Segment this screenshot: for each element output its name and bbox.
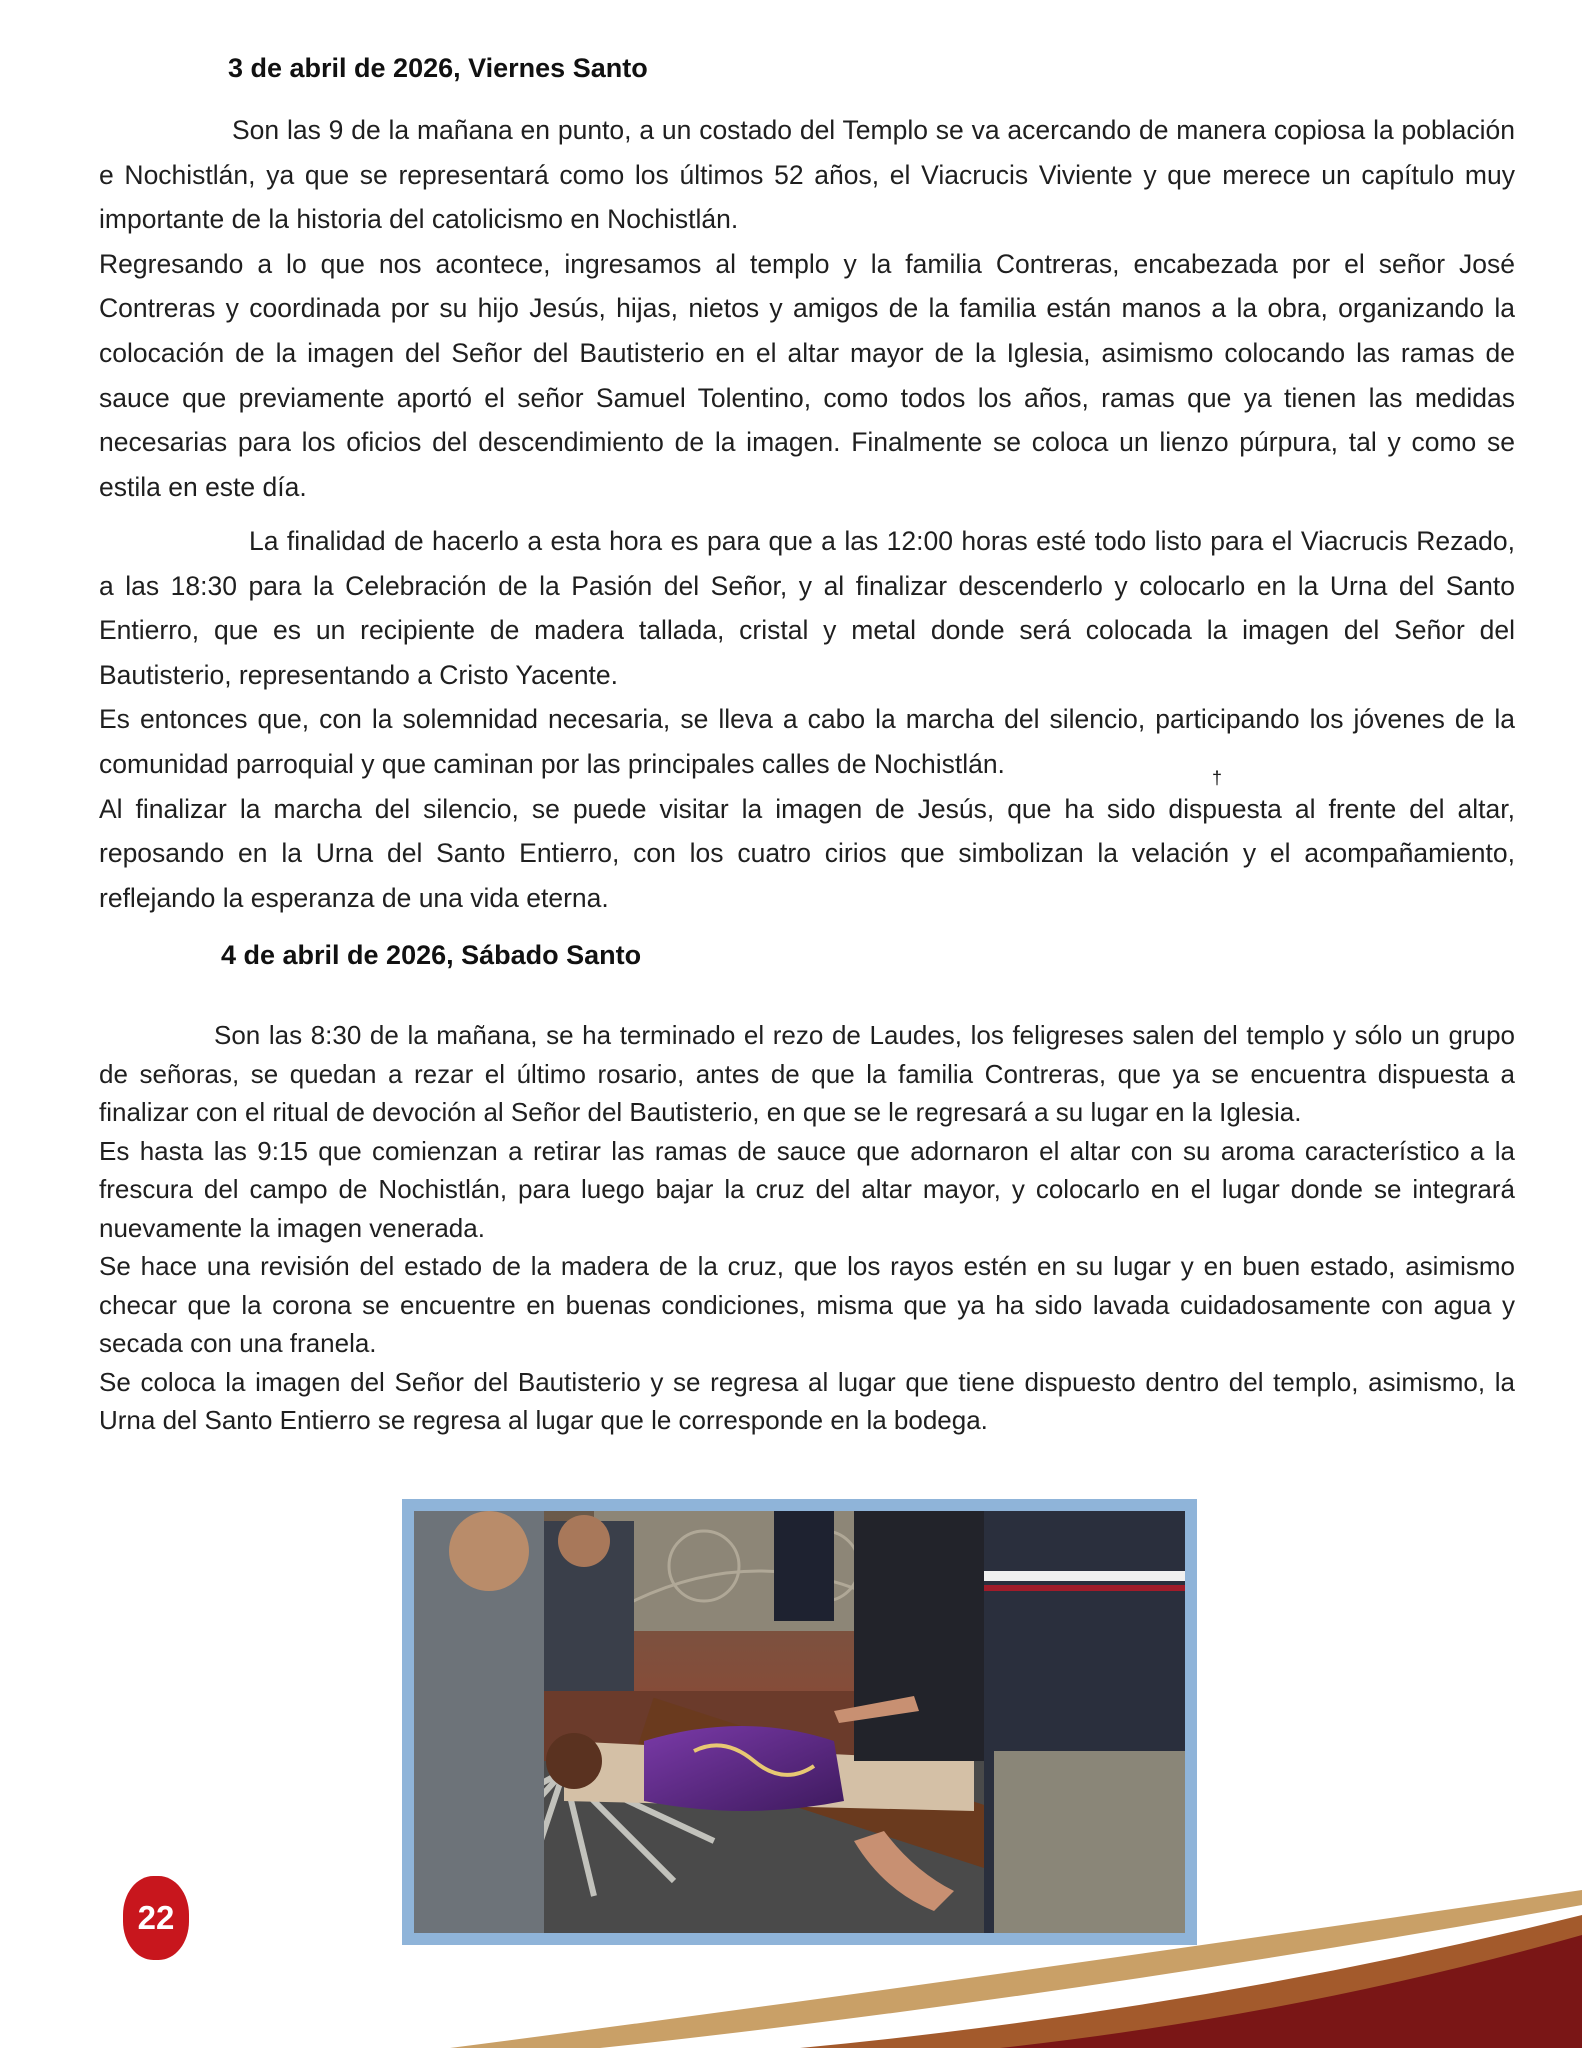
paragraph: Se coloca la imagen del Señor del Bautisterio y se regresa al lugar que tiene dispuesto dentro del templo, asimismo, la Urna del Santo Entierro se regresa al lugar que le corresponde en la bodega. [99,1366,1515,1435]
paragraph: Es entonces que, con la solemnidad necesaria, se lleva a cabo la marcha del silencio, participando los jóvenes de la comunidad parroquial y que caminan por las principales calles de Nochistlán. [99,704,1515,779]
paragraph: Regresando a lo que nos acontece, ingresamos al templo y la familia Contreras, encabezada por el señor José Contreras y coordinada por su hijo Jesús, hijas, nietos y amigos de la familia están manos a la obra, organizando la colocación de la imagen del Señor del Bautisterio en el altar mayor de la Iglesia, asimismo colocando las ramas de sauce que previamente aportó el señor Samuel Tolentino, como todos los años, ramas que ya tienen las medidas necesarias para los oficios del descendimiento de la imagen. Finalmente se coloca un lienzo púrpura, tal y como se estila en este día. [99,248,1515,502]
page-number-badge: 22 [123,1876,189,1960]
paragraph: Se hace una revisión del estado de la madera de la cruz, que los rayos estén en su lugar y en buen estado, asimismo checar que la corona se encuentre en buenas condiciones, misma que ya ha sido lavada cuidadosamente con agua y secada con una franela. [99,1251,1515,1358]
paragraph: Al finalizar la marcha del silencio, se puede visitar la imagen de Jesús, que ha sido dispuesta al frente del altar, reposando en la Urna del Santo Entierro, con los cuatro cirios que simbolizan la velación y el acompañamiento, reflejando la esperanza de una vida eterna. [99,793,1515,913]
section-heading-viernes-santo: 3 de abril de 2026, Viernes Santo [228,53,648,83]
sabado-santo-block [99,1016,1515,1440]
paragraph: Son las 9 de la mañana en punto, a un costado del Templo se va acercando de manera copiosa la población e Nochistlán, ya que se representará como los últimos 52 años, el Viacrucis Viviente y que merece un capítulo muy importante de la historia del catolicismo en Nochistlán. [99,115,1515,235]
photo-image [414,1511,1185,1933]
photo-frame [402,1499,1197,1945]
viernes-santo-block-2 [99,519,1515,920]
viernes-santo-block-1 [99,108,1515,509]
dagger-mark: † [1212,768,1223,788]
paragraph: Es hasta las 9:15 que comienzan a retirar las ramas de sauce que adornaron el altar con su aroma característico a la frescura del campo de Nochistlán, para luego bajar la cruz del altar mayor, y colocarlo en el lugar donde se integrará nuevamente la imagen venerada. [99,1135,1515,1243]
photo-illustration [414,1511,1185,1933]
section-heading-sabado-santo: 4 de abril de 2026, Sábado Santo [221,940,642,970]
paragraph: La finalidad de hacerlo a esta hora es para que a las 12:00 horas esté todo listo para el Viacrucis Rezado, a las 18:30 para la Celebración de la Pasión del Señor, y al finalizar descenderlo y colocarlo en la Urna del Santo Entierro, que es un recipiente de madera tallada, cristal y metal donde será colocada la imagen del Señor del Bautisterio, representando a Cristo Yacente. [99,526,1515,690]
paragraph: Son las 8:30 de la mañana, se ha terminado el rezo de Laudes, los feligreses salen del templo y sólo un grupo de señoras, se quedan a rezar el último rosario, antes de que la familia Contreras, que ya se encuentra dispuesta a finalizar con el ritual de devoción al Señor del Bautisterio, en que se le regresará a su lugar en la Iglesia. [99,1020,1515,1127]
